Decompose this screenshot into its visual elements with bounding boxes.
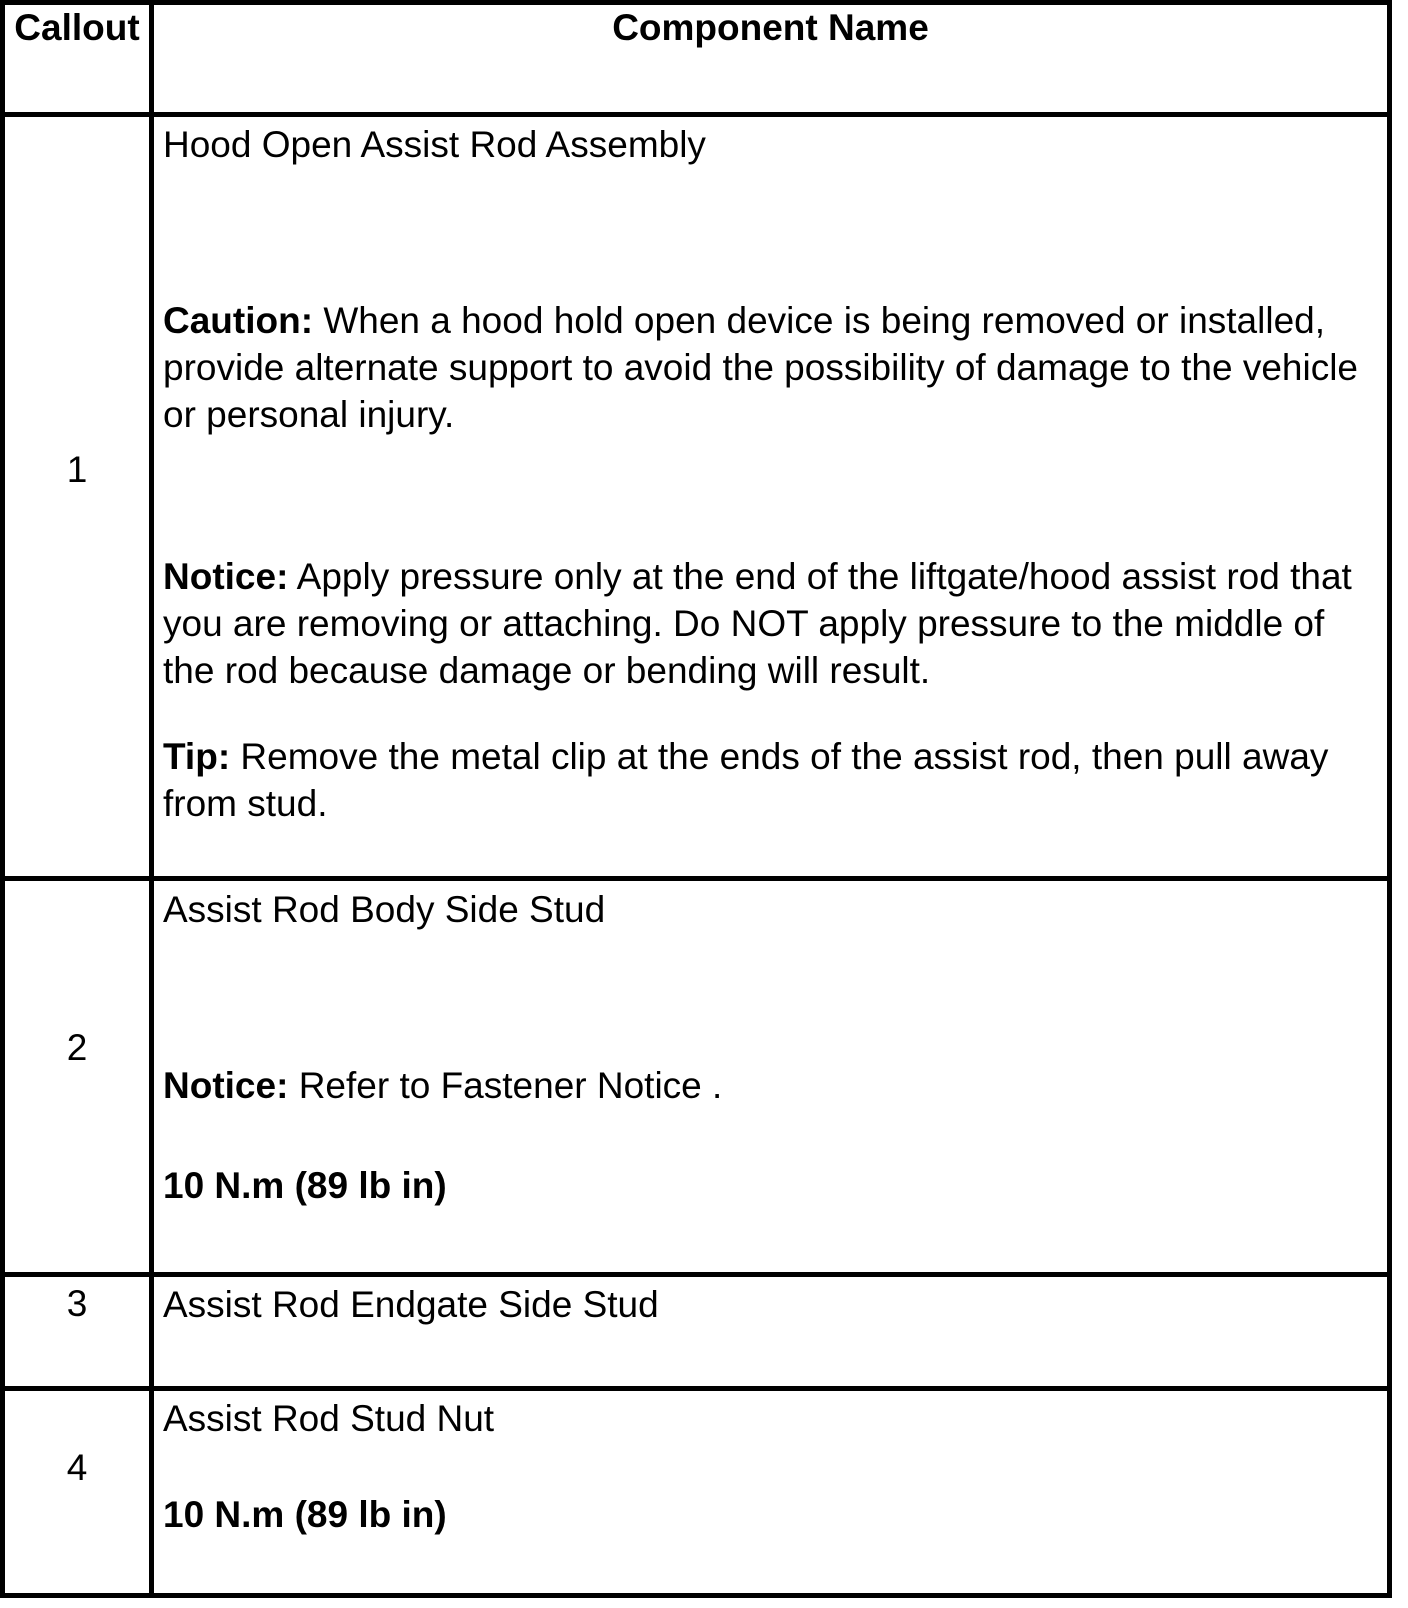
callout-2: 2 [66, 1027, 88, 1068]
column-divider [149, 0, 154, 1598]
component-name: Assist Rod Stud Nut [163, 1398, 495, 1439]
component-cell-1 [163, 121, 1378, 827]
component-name: Hood Open Assist Rod Assembly [163, 124, 706, 165]
table-border-right [1387, 0, 1392, 1598]
component-cell-2 [163, 886, 1378, 1209]
component-cell-3 [163, 1281, 1378, 1328]
component-name: Assist Rod Endgate Side Stud [163, 1284, 659, 1325]
row-divider [0, 876, 1392, 881]
header-callout: Callout [14, 7, 140, 48]
table-border-left [0, 0, 5, 1598]
notice-label: Notice: [163, 556, 289, 597]
row-divider [0, 1272, 1392, 1277]
notice-note [163, 553, 1378, 694]
callout-1: 1 [66, 449, 88, 490]
tip-note [163, 733, 1378, 827]
caution-note [163, 297, 1378, 438]
component-name: Assist Rod Body Side Stud [163, 889, 606, 930]
notice-note [163, 1062, 1378, 1109]
notice-text: Apply pressure only at the end of the liftgate/hood assist rod that you are removing or attaching. Do NOT apply pressure to the middle of the rod because damage or bending will result. [163, 556, 1352, 691]
tip-text: Remove the metal clip at the ends of the assist rod, then pull away from stud. [163, 736, 1329, 824]
caution-text: When a hood hold open device is being removed or installed, provide alternate support to avoid the possibility of damage to the vehicle or personal injury. [163, 300, 1359, 435]
row-divider [0, 112, 1392, 117]
torque-spec: 10 N.m (89 lb in) [163, 1494, 447, 1535]
header-component-name: Component Name [612, 7, 929, 48]
callout-3: 3 [66, 1283, 88, 1324]
caution-label: Caution: [163, 300, 314, 341]
row-divider [0, 1386, 1392, 1391]
notice-text: Refer to Fastener Notice . [298, 1065, 723, 1106]
component-cell-4 [163, 1395, 1378, 1538]
notice-label: Notice: [163, 1065, 289, 1106]
callout-4: 4 [66, 1447, 88, 1488]
torque-spec: 10 N.m (89 lb in) [163, 1165, 447, 1206]
table-border-top [0, 0, 1392, 5]
table-border-bottom [0, 1593, 1392, 1598]
tip-label: Tip: [163, 736, 231, 777]
